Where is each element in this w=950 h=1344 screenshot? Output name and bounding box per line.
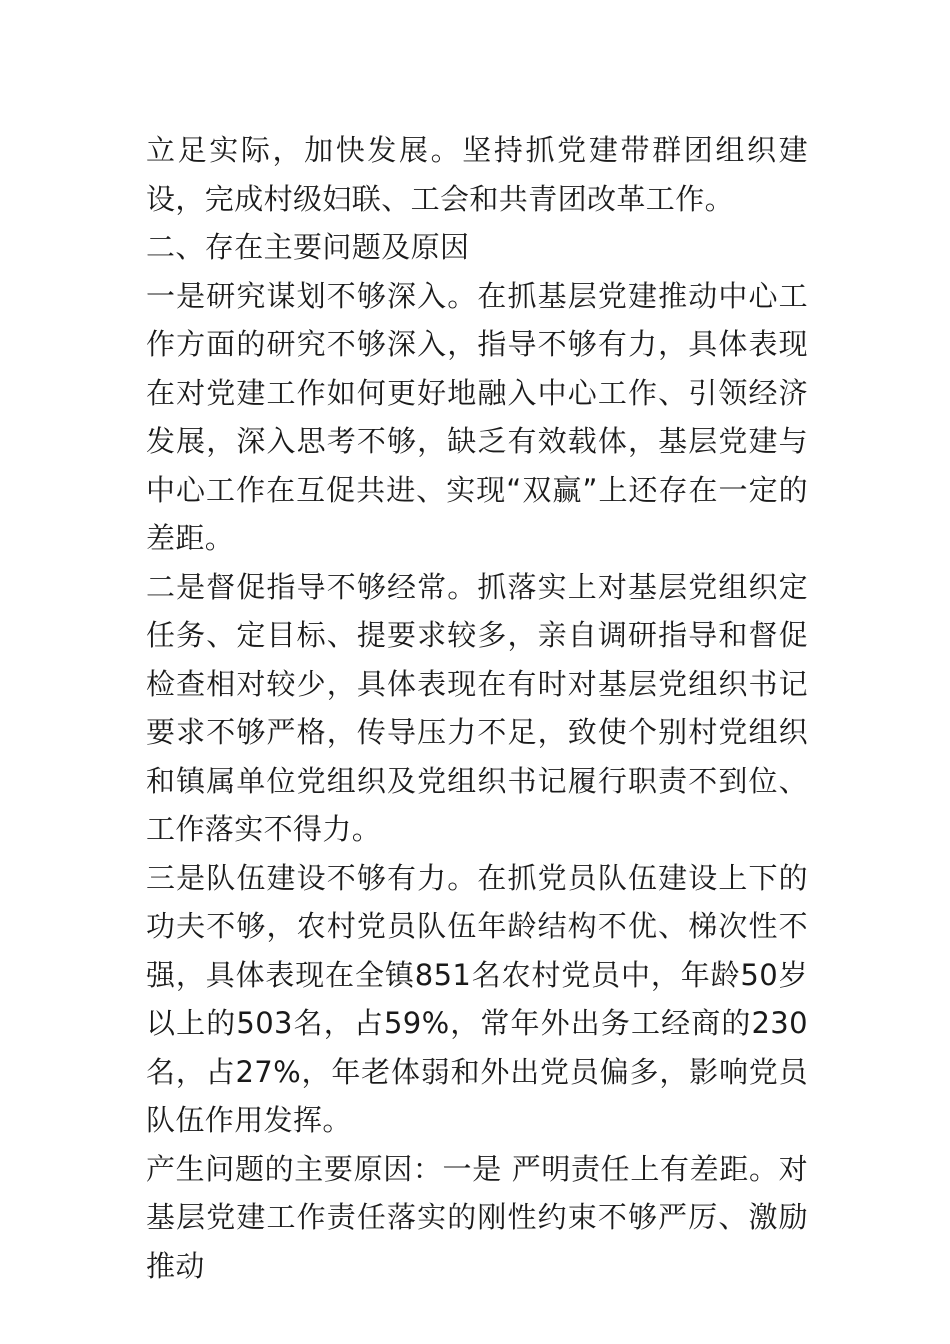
paragraph-issue-3: 三是队伍建设不够有力。在抓党员队伍建设上下的功夫不够，农村党员队伍年龄结构不优、梯次性不强，具体表现在全镇851名农村党员中，年龄50岁以上的503名，占59%，常年外出务工经商的230名，占27%，年老体弱和外出党员偏多，影响党员队伍作用发挥。 bbox=[146, 860, 808, 1137]
paragraph-causes: 产生问题的主要原因：一是 严明责任上有差距。对基层党建工作责任落实的刚性约束不够严厉、激励推动 bbox=[146, 1151, 808, 1283]
paragraph-issue-1: 一是研究谋划不够深入。在抓基层党建推动中心工作方面的研究不够深入，指导不够有力，具体表现在对党建工作如何更好地融入中心工作、引领经济发展，深入思考不够，缺乏有效载体，基层党建与中心工作在互促共进、实现“双赢”上还存在一定的差距。 bbox=[146, 278, 808, 555]
document-body bbox=[146, 126, 808, 1290]
section-heading: 二、存在主要问题及原因 bbox=[146, 230, 470, 264]
paragraph-intro: 立足实际，加快发展。坚持抓党建带群团组织建设，完成村级妇联、工会和共青团改革工作。 bbox=[146, 133, 808, 216]
paragraph-issue-2: 二是督促指导不够经常。抓落实上对基层党组织定任务、定目标、提要求较多，亲自调研指导和督促检查相对较少，具体表现在有时对基层党组织书记要求不够严格，传导压力不足，致使个别村党组织和镇属单位党组织及党组织书记履行职责不到位、工作落实不得力。 bbox=[146, 569, 808, 846]
